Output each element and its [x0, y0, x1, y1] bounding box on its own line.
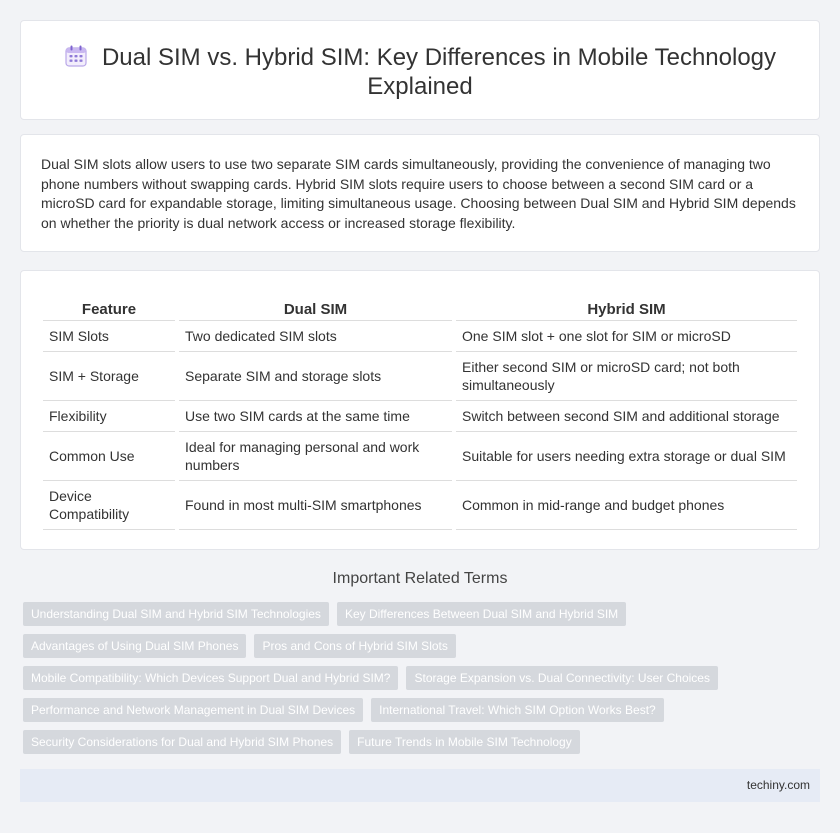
table-row	[43, 401, 797, 432]
table-cell: Flexibility	[43, 401, 175, 432]
tag-row	[23, 634, 820, 666]
tag-row	[23, 730, 820, 762]
related-term-tag[interactable]: Future Trends in Mobile SIM Technology	[349, 730, 580, 754]
title-card	[20, 20, 820, 120]
related-terms-tags	[23, 602, 820, 762]
intro-card	[20, 134, 820, 252]
related-term-tag[interactable]: Security Considerations for Dual and Hybrid SIM Phones	[23, 730, 341, 754]
table-cell: Device Compatibility	[43, 481, 175, 530]
table-row	[43, 432, 797, 481]
related-term-tag[interactable]: Pros and Cons of Hybrid SIM Slots	[254, 634, 455, 658]
comparison-table	[39, 293, 801, 530]
intro-paragraph: Dual SIM slots allow users to use two separate SIM cards simultaneously, providing the convenience of managing two phone numbers without swapping cards. Hybrid SIM slots require users to choose between a second SIM card or a microSD card for expandable storage, limiting simultaneous usage. Choosing between Dual SIM and Hybrid SIM depends on whether the priority is dual network access or increased storage flexibility.	[41, 156, 796, 231]
related-term-tag[interactable]: Storage Expansion vs. Dual Connectivity: User Choices	[406, 666, 717, 690]
table-cell: SIM Slots	[43, 321, 175, 352]
page-title-wrap	[21, 43, 819, 101]
table-cell: Common in mid-range and budget phones	[456, 481, 797, 530]
related-term-tag[interactable]: Performance and Network Management in Dual SIM Devices	[23, 698, 363, 722]
table-cell: Suitable for users needing extra storage or dual SIM	[456, 432, 797, 481]
table-cell: Use two SIM cards at the same time	[179, 401, 452, 432]
footer	[20, 769, 820, 802]
table-row	[43, 321, 797, 352]
tag-row	[23, 698, 820, 730]
tag-row	[23, 666, 820, 698]
related-term-tag[interactable]: Key Differences Between Dual SIM and Hybrid SIM	[337, 602, 626, 626]
header-hybrid-sim: Hybrid SIM	[456, 293, 797, 321]
table-cell: Common Use	[43, 432, 175, 481]
table-cell: SIM + Storage	[43, 352, 175, 401]
table-cell: Two dedicated SIM slots	[179, 321, 452, 352]
table-row	[43, 352, 797, 401]
table-row	[43, 481, 797, 530]
table-cell: Found in most multi-SIM smartphones	[179, 481, 452, 530]
table-cell: Switch between second SIM and additional storage	[456, 401, 797, 432]
header-feature: Feature	[43, 293, 175, 321]
table-header-row	[43, 293, 797, 321]
related-terms-heading: Important Related Terms	[332, 570, 508, 587]
header-dual-sim: Dual SIM	[179, 293, 452, 321]
table-cell: One SIM slot + one slot for SIM or microSD	[456, 321, 797, 352]
table-cell: Either second SIM or microSD card; not both simultaneously	[456, 352, 797, 401]
comparison-card	[20, 270, 820, 550]
footer-site-link[interactable]: techiny.com	[746, 778, 810, 792]
related-term-tag[interactable]: International Travel: Which SIM Option Works Best?	[371, 698, 664, 722]
table-cell: Separate SIM and storage slots	[179, 352, 452, 401]
calendar-icon	[64, 44, 88, 68]
page-title: Dual SIM vs. Hybrid SIM: Key Differences in Mobile Technology Explained	[101, 44, 777, 100]
related-term-tag[interactable]: Mobile Compatibility: Which Devices Support Dual and Hybrid SIM?	[23, 666, 398, 690]
table-cell: Ideal for managing personal and work numbers	[179, 432, 452, 481]
related-term-tag[interactable]: Understanding Dual SIM and Hybrid SIM Technologies	[23, 602, 329, 626]
tag-row	[23, 602, 820, 634]
related-term-tag[interactable]: Advantages of Using Dual SIM Phones	[23, 634, 246, 658]
